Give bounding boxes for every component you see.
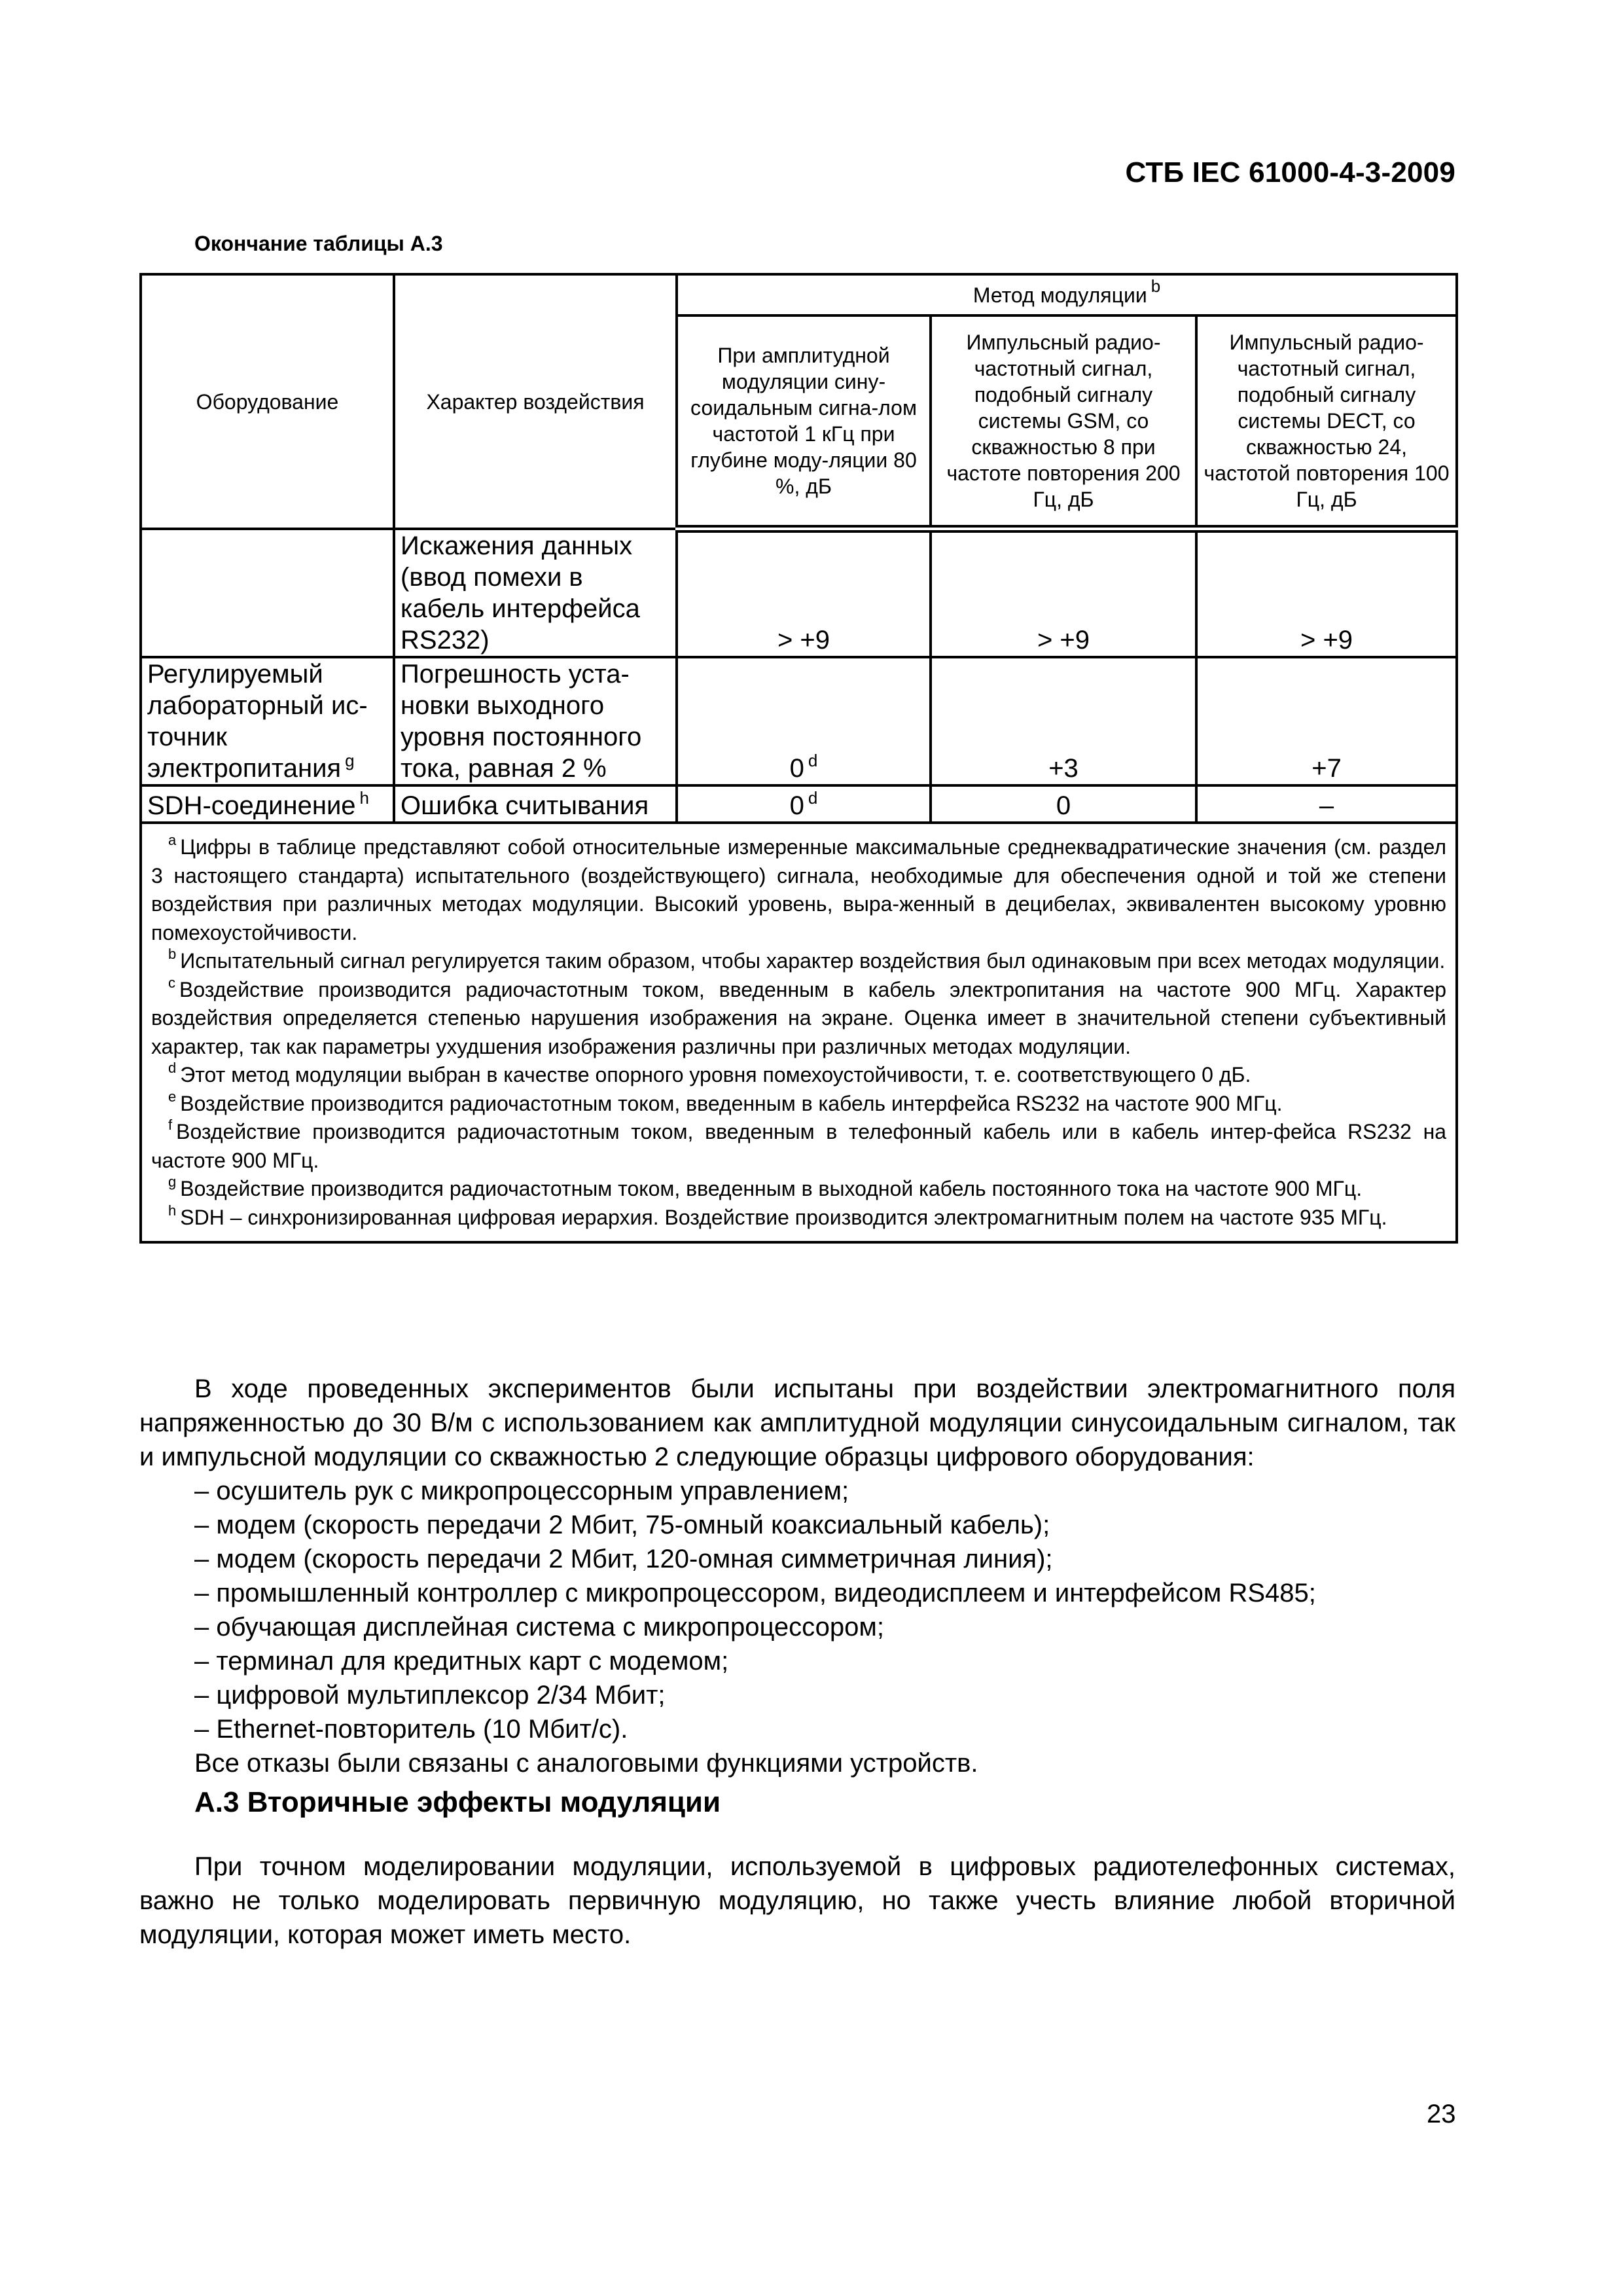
cell-equipment <box>141 529 394 657</box>
footnote-e: $^e$ Воздействие производится радиочастотным током, введенным в кабель интерфейса RS232 на частоте 900 МГц. <box>168 1088 1283 1115</box>
header-effect: Характер воздействия <box>394 274 677 529</box>
table-row <box>141 657 1457 785</box>
table-caption: Окончание таблицы А.3 <box>194 232 443 255</box>
cell-gsm: > +9 <box>931 529 1196 657</box>
cell-effect: Искажения данных (ввод помехи в кабель интерфейса RS232) <box>394 529 677 657</box>
header-modulation-method: Метод модуляции $^b$ <box>677 274 1457 315</box>
section-paragraph: При точном моделировании модуляции, используемой в цифровых радиотелефонных системах, важно не только моделировать первичную модуляцию, но также учесть влияние любой вторичной модуляции, которая может иметь место. <box>139 1852 1455 1949</box>
intro-paragraph: В ходе проведенных экспериментов были испытаны при воздействии электромагнитного поля напряженностью до 30 В/м с использованием как амплитудной модуляции синусоидальным сигналом, так и импульсной модуляции со скважностью 2 следующие образцы цифрового оборудования: <box>139 1374 1455 1471</box>
footnote-h: $^h$ SDH – синхронизированная цифровая иерархия. Воздействие производится электромагнитным полем на частоте 935 МГц. <box>168 1202 1387 1229</box>
body-section <box>139 1372 1455 1780</box>
section-heading: А.3 Вторичные эффекты модуляции <box>194 1786 721 1818</box>
cell-equipment: Регулируемый лабораторный ис-точник электропитания $^g$ <box>141 657 394 785</box>
list-item: – обучающая дисплейная система с микропроцессором; <box>194 1613 884 1641</box>
list-item: – модем (скорость передачи 2 Мбит, 120-омная симметричная линия); <box>194 1545 1053 1573</box>
footnote-c: $^c$ Воздействие производится радиочастотным током, введенным в кабель электропитания на частоте 900 МГц. Характер воздействия определяется степенью нарушения изображения на экране. Оценка имеет в значительной степени субъективный характер, так как параметры ухудшения изображения различны при различных методах модуляции. <box>151 974 1447 1058</box>
table-row <box>141 785 1457 823</box>
header-dect: Импульсный радио-частотный сигнал, подобный сигналу системы DECT, со скважностью 24, частотой повторения 100 Гц, дБ <box>1196 315 1457 529</box>
footnote-ref: d <box>808 788 818 808</box>
list-item: – цифровой мультиплексор 2/34 Мбит; <box>194 1681 666 1710</box>
cell-am: > +9 <box>677 529 931 657</box>
list-item: – Ethernet-повторитель (10 Мбит/с). <box>194 1715 628 1744</box>
footnote-d: $^d$ Этот метод модуляции выбран в качестве опорного уровня помехоустойчивости, т. е. соответствующего 0 дБ. <box>168 1060 1251 1086</box>
footnote-ref: h <box>359 788 370 808</box>
footnote-a: $^a$ Цифры в таблице представляют собой относительные измеренные максимальные среднеквадратические значения (см. раздел 3 настоящего стандарта) испытательного (воздействующего) сигнала, необходимые для обеспечения одной и той же степени воздействия при различных методах модуляции. Высокий уровень, выра-женный в децибелах, эквивалентен высокому уровню помехоустойчивости. <box>151 832 1447 944</box>
footnote-g: $^g$ Воздействие производится радиочастотным током, введенным в выходной кабель постоянного тока на частоте 900 МГц. <box>168 1174 1363 1200</box>
header-gsm: Импульсный радио-частотный сигнал, подобный сигналу системы GSM, со скважностью 8 при частоте повторения 200 Гц, дБ <box>931 315 1196 529</box>
cell-am: 0 $^d$ <box>677 785 931 823</box>
list-item: – модем (скорость передачи 2 Мбит, 75-омный коаксиальный кабель); <box>194 1511 1050 1539</box>
list-item: – осушитель рук с микропроцессорным управлением; <box>194 1477 849 1505</box>
footnote-b: $^b$ Испытательный сигнал регулируется таким образом, чтобы характер воздействия был одинаковым при всех методах модуляции. <box>168 946 1446 973</box>
cell-dect: > +9 <box>1196 529 1457 657</box>
cell-am: 0 $^d$ <box>677 657 931 785</box>
cell-effect: Погрешность уста-новки выходного уровня постоянного тока, равная 2 % <box>394 657 677 785</box>
footnotes-row <box>141 823 1457 1242</box>
table-footnotes <box>141 823 1457 1242</box>
table-row <box>141 529 1457 657</box>
table-a3 <box>139 273 1458 1244</box>
document-code: СТБ IEC 61000-4-3-2009 <box>1125 156 1455 188</box>
footnote-ref: d <box>808 751 818 770</box>
footnote-ref: g <box>345 751 355 770</box>
footnote-f: $^f$ Воздействие производится радиочастотным током, введенным в телефонный кабель или в кабель интер-фейса RS232 на частоте 900 МГц. <box>151 1117 1447 1172</box>
footnote-ref: b <box>1150 276 1161 296</box>
page-number: 23 <box>1427 2100 1456 2128</box>
header-equipment: Оборудование <box>141 274 394 529</box>
cell-gsm: +3 <box>931 657 1196 785</box>
cell-gsm: 0 <box>931 785 1196 823</box>
cell-dect: +7 <box>1196 657 1457 785</box>
cell-dect: – <box>1196 785 1457 823</box>
cell-equipment: SDH-соединение $^h$ <box>141 785 394 823</box>
cell-effect: Ошибка считывания <box>394 785 677 823</box>
list-item: – промышленный контроллер с микропроцессором, видеодисплеем и интерфейсом RS485; <box>194 1579 1316 1607</box>
list-item: – терминал для кредитных карт с модемом; <box>194 1647 729 1676</box>
header-am: При амплитудной модуляции сину-соидальным сигна-лом частотой 1 кГц при глубине моду-ляции 80 %, дБ <box>677 315 931 529</box>
conclusion-paragraph: Все отказы были связаны с аналоговыми функциями устройств. <box>194 1749 978 1778</box>
